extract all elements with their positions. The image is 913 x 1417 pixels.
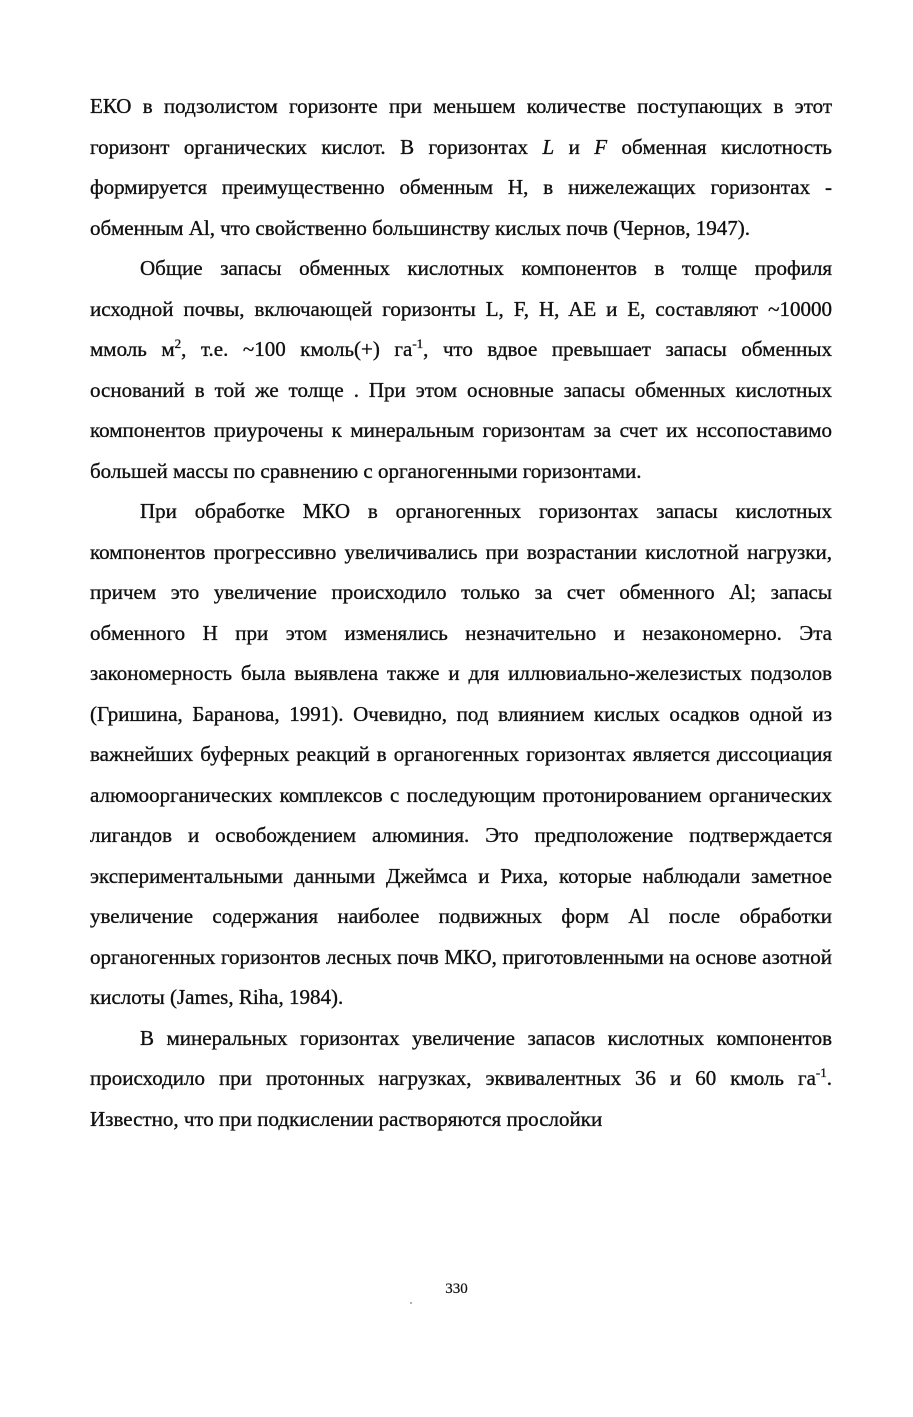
- horizon-l-label: L: [542, 134, 555, 159]
- paragraph-1: [90, 86, 832, 248]
- superscript-minus-one: -1: [815, 1065, 827, 1080]
- paragraph-4: [90, 1018, 832, 1140]
- paragraph-3: При обработке МКО в органогенных горизонтах запасы кислотных компонентов прогрессивно увеличивались при возрастании кислотной нагрузки, причем это увеличение происходило только за счет обменного Al; запасы обменного H при этом изменялись незначительно и незакономерно. Эта закономерность была выявлена также и для иллювиально-железистых подзолов (Гришина, Баранова, 1991). Очевидно, под влиянием кислых осадков одной из важнейших буферных реакций в органогенных горизонтах является диссоциация алюмоорганических комплексов с последующим протонированием органических лигандов и освобождением алюминия. Это предположение подтверждается экспериментальными данными Джеймса и Риха, которые наблюдали заметное увеличение содержания наиболее подвижных форм Al после обработки органогенных горизонтов лесных почв МКО, приготовленными на основе азотной кислоты (James, Riha, 1984).: [90, 499, 832, 1009]
- document-body: [90, 86, 832, 1139]
- paragraph-4-part-b: . Известно, что при подкислении растворяются прослойки: [90, 1066, 832, 1131]
- page-number: 330: [445, 1281, 468, 1297]
- paragraph-1-text: ЕКО в подзолистом горизонте при меньшем количестве поступающих в этот горизонт органических кислот. В горизонтах: [90, 94, 832, 159]
- scan-speck: [410, 1302, 412, 1304]
- superscript-minus-one: -1: [412, 336, 424, 351]
- horizon-f-label: F: [594, 134, 608, 159]
- paragraph-4-part-a: В минеральных горизонтах увеличение запасов кислотных компонентов происходило при протонных нагрузках, эквивалентных 36 и 60 кмоль га: [90, 1025, 832, 1090]
- paragraph-2-part-a: Общие запасы обменных кислотных компонентов в толще профиля исходной почвы, включающей горизонты L, F, H, AE и E, составляют ~10000 ммоль м: [90, 256, 832, 361]
- superscript-squared: 2: [174, 336, 182, 351]
- paragraph-2-part-c: , что вдвое превышает запасы обменных оснований в той же толще . При этом основные запасы обменных кислотных компонентов приурочены к минеральным горизонтам за счет их нссопоставимо большей массы по сравнению с органогенными горизонтами.: [90, 337, 832, 483]
- paragraph-2: [90, 248, 832, 491]
- paragraph-1-rest: обменная кислотность формируется преимущественно обменным Н, в нижележащих горизонтах - обменным Al, что свойственно большинству кислых почв (Чернов, 1947).: [90, 134, 832, 240]
- paragraph-1-conjunction: и: [554, 134, 595, 159]
- paragraph-2-part-b: , т.е. ~100 кмоль(+) га: [181, 337, 413, 361]
